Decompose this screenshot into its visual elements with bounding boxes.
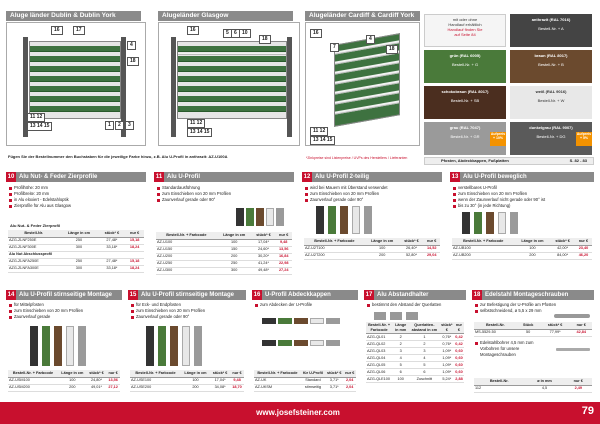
color-grid [424,14,594,157]
color-weiss[interactable]: weiß (RAL 9016) Bestell-Nr. + W [510,86,592,119]
section-16-bullets: zum Abdecken der U-Profile [254,302,356,308]
table-row: AZG-ZLNF300E 300 33,18* 18,24 [8,244,144,251]
aufpreis-badge: Aufpreis + 5% [576,132,592,146]
header-dublin: Aluge länder Dublin & Dublin York [6,11,141,21]
section-10-header: 10 Alu Nut- & Feder Zierprofile [6,172,146,182]
section-17-header: 17 Alu Abstandhalter [364,290,466,300]
color-anthrazit[interactable]: anthrazit (RAL 7016) Bestell-Nr. + A [510,14,592,47]
section-10-table-title: Alu Nut- & Feder Zierprofil [10,223,60,228]
section-17-table: Bestell-Nr. + Farbcode Länge in mm Querlatten- abstand in cm stück* € nur € AZG-QL01 2 1 0,76* 0,42 AZG-QL02 2 2 0,76* 0,42 AZG-QL03 3 3 1,09* 0,60 AZG-QL04 4 4 1,09* 0,60 AZG-QL05 5 5 1,09* 0,60 AZG-QL06 6 6 1,09* 0,60 AZG-QLE100 100 Zuschnitt 5,24* 2,88 [367,323,463,381]
section-15-header: 15 Alu U-Profil stirnseitige Montage [128,290,246,300]
price-note: *Zinkpreise sind Listenpreise / UVPs des Herstellers / Lieferanten [306,156,408,160]
fence-glasgow [177,41,287,119]
label: 16 [51,26,63,35]
table-row: AZ-UB200 200 84,00* 46,20 [452,252,592,259]
panel-cardiff [305,22,420,146]
table-row: AZG-ZLNFA300E 300 33,18* 18,24 [8,265,144,272]
screw-image [554,314,590,318]
section-14-bullets: für Mittelpfosten zum Einschieben von 20 mm Profilen Zaunverlauf gerade [8,302,120,320]
table-row: AZG-QLE100 100 Zuschnitt 5,24* 2,88 [367,376,463,381]
table-row: AZ-USE200 200 34,08* 18,70 [130,384,244,391]
table-row: AZ-U300 300 49,48* 27,24 [156,267,292,274]
table-row: AZ-UK Standard 3,71* 2,04 [254,377,356,384]
label: 5 [223,29,232,38]
table-row: AZG-QL01 2 1 0,76* 0,42 [367,334,463,339]
fence-dublin [29,41,121,119]
label: 18 [386,45,398,54]
section-10-bullets: Profilhöhe: 20 mm Profilbreite: 20 mm in Alu eloxiert - Edelstahloptik Zierprofile für Alu aus Glasgow [8,185,144,209]
label: 6 [231,29,240,38]
aufpreis-badge: Aufpreis + 10% [490,132,506,146]
table-row: AZ-U200 200 30,20* 16,84 [156,253,292,260]
table-row: AZ-USE100 100 17,04* 9,48 [130,377,244,384]
table-row: AZ-USM100 100 24,80* 13,56 [8,377,120,384]
panel-dublin [6,22,146,146]
color-gruen[interactable]: grün (RAL 6005) Bestell-Nr. + G [424,50,506,83]
table-row: AZG-ZLNF250E 250 27,48* 15,18 [8,237,144,244]
label: 2 [115,121,124,130]
label: 13 14 15 [187,128,212,137]
label: 4 [366,35,375,44]
section-18-bullets-2: Edelstahlbohrer 4,5 mm zum Vorbohren für unsere Montageschrauben [474,340,554,358]
color-schokobraun[interactable]: schokobraun (RAL 8017) Bestell-Nr. + SB [424,86,506,119]
footer-url[interactable]: www.josefsteiner.com [256,408,340,417]
section-10-table: Bestell-Nr. Länge in cm stück* € nur € AZG-ZLNF250E 250 27,48* 15,18 AZG-ZLNF300E 300 33,18* 18,24 Alu Nut Abschlussprofil AZG-ZLNFA250E 250 27,48* 15,18 AZG-ZLNFA300E 300 33,18* 18,24 [8,230,144,273]
color-dunkelgrau[interactable]: dunkelgrau (RAL 9007) Bestell-Nr. + DG [510,122,592,155]
label: 11 12 [187,119,205,128]
table-row: AZG-QL03 3 3 1,09* 0,60 [367,348,463,353]
section-16-table: Bestell-Nr. + Farbcode für U-Profil stück* € nur € AZ-UK Standard 3,71* 2,04 AZ-UKSM stirnseitig 3,71* 2,04 [255,371,355,389]
section-14-table: Bestell-Nr. + Farbcode Länge in cm stück* € nur € AZ-USM100 100 24,80* 13,56 AZ-USM200 200 49,01* 27,12 [8,370,120,392]
table-row: AZ-U2T100 100 26,40* 14,52 [304,245,440,252]
table-row: 112 4,5 2,49 [474,385,592,392]
section-13-header: 13 Alu U-Profil beweglich [450,172,594,182]
table-row: AZ-U250 250 41,24* 22,98 [156,260,292,267]
header-cardiff: Alugeländer Cardiff & Cardiff York [305,11,420,21]
table-row: AZG-QL05 5 5 1,09* 0,60 [367,362,463,367]
panel-glasgow [158,22,300,146]
section-14-header: 14 Alu U-Profil stirnseitige Montage [6,290,122,300]
section-15-table: Bestell-Nr. + Farbcode Länge in cm stück* € nur € AZ-USE100 100 17,04* 9,48 AZ-USE200 200 34,08* 18,70 [130,370,244,392]
section-12-header: 12 Alu U-Profil 2-teilig [302,172,442,182]
label: 16 [310,29,322,38]
label: 13 14 15 [27,122,52,131]
label: 13 14 15 [310,136,335,145]
label: 11 12 [310,127,328,136]
section-13-bullets: verstellbares U-Profil zum Einschieben von 20 mm Profilen wenn der Zaunverlauf nicht gerade oder 90° ist bis zu 30° (in jede Richtung) [452,185,592,209]
table-row: MS-5529-50 50 77,99* 42,84 [474,329,592,336]
order-note: Fügen Sie der Bestellnummer den Buchstaben für die jeweilige Farbe hinzu, z.B. Alu U-Profil in anthrazit: AZ-U100A [8,154,228,159]
footer [0,402,600,424]
label: 7 [330,43,339,52]
section-11-header: 11 Alu U-Profil [154,172,294,182]
header-glasgow: Alugeländer Glasgow [158,11,293,21]
section-12-table: Bestell-Nr. + Farbcode Länge in cm stück* € nur € AZ-U2T100 100 26,40* 14,52 AZ-U2T200 200 52,80* 29,04 [304,238,440,260]
table-row: AZ-UB100 100 42,00* 23,40 [452,245,592,252]
section-11-table: Bestell-Nr. + Farbcode Länge in cm stück* € nur € AZ-U100 100 17,04* 9,48 AZ-U150 150 24,60* 13,56 AZ-U200 200 30,20* 16,84 AZ-U250 250 41,24* 22,98 AZ-U300 300 49,48* 27,24 [156,232,292,275]
label: 3 [125,121,134,130]
label: 4 [127,41,136,50]
label: 10 [239,29,251,38]
color-braun[interactable]: braun (RAL 8017) Bestell-Nr. + B [510,50,592,83]
table-row: AZ-USM200 200 49,01* 27,12 [8,384,120,391]
drill-image [556,348,590,351]
label: 11 12 [27,113,45,122]
handlauf-callout: mit oder ohne Handlauf erhältlich Handlauf finden Sie auf Seite 84 [424,14,506,47]
label: 17 [73,26,85,35]
table-row: AZ-UKSM stirnseitig 3,71* 2,04 [254,384,356,391]
page-number: 79 [581,405,594,417]
color-grau[interactable]: grau (RAL 7047) Bestell-Nr. + GR [424,122,506,155]
label: 1 [105,121,114,130]
table-row: AZ-U100 100 17,04* 9,48 [156,239,292,246]
table-row: AZG-QL04 4 4 1,09* 0,60 [367,355,463,360]
section-18-bullets: zur Befestigung der U-Profile am Pfosten selbstschneidend, ø 5,5 x 29 mm [474,302,592,314]
section-18-header: 18 Edelstahl Montageschrauben [472,290,594,300]
section-15-bullets: für Eck- und Endpfosten zum Einschieben von 20 mm Profilen Zaunverlauf gerade oder 90° [130,302,244,320]
section-11-bullets: Standardausführung zum Einschieben von 20 mm Profilen Zaunverlauf gerade oder 90° [156,185,292,203]
section-13-table: Bestell-Nr. + Farbcode Länge in cm stück* € nur € AZ-UB100 100 42,00* 23,40 AZ-UB200 200 84,00* 46,20 [452,238,592,260]
label: 18 [259,35,271,44]
label: 18 [127,57,139,66]
table-row: AZ-U150 150 24,60* 13,56 [156,246,292,253]
table-row: AZG-QL02 2 2 0,76* 0,42 [367,341,463,346]
section-18-table-2: Bestell-Nr. ø in mm nur € 112 4,5 2,49 [474,378,592,393]
table-row: AZG-QL06 6 6 1,09* 0,60 [367,369,463,374]
label: 16 [187,26,199,35]
table-row: AZG-ZLNFA250E 250 27,48* 15,18 [8,258,144,265]
section-17-bullets: bestimmt den Abstand der Querlatten [366,302,464,308]
section-12-bullets: wird bei Mauern mit Überstand verwendet zum Einschieben von 20 mm Profilen Zaunverlauf gerade oder 90° [304,185,440,203]
pfosten-link[interactable]: Pfosten, Abdeckkappen, Fußplatten S. 82 - 83 [424,157,594,165]
table-row: AZ-U2T200 200 52,80* 29,04 [304,252,440,259]
section-18-table: Bestell-Nr. Stück stück* € nur € MS-5529-50 50 77,99* 42,84 [474,322,592,337]
abdeckkappen-images [262,318,352,366]
section-16-header: 16 U-Profil Abdeckkappen [252,290,358,300]
